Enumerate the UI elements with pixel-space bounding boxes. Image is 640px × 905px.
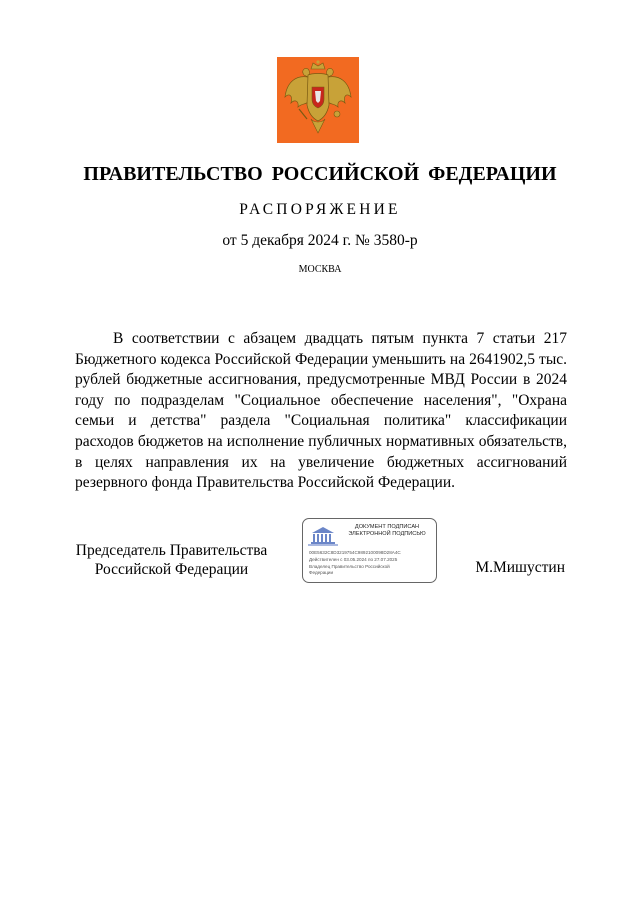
signatory-title-line-1: Председатель Правительства (75, 542, 268, 559)
stamp-owner-line-1: Владелец Правительство Российской (309, 564, 390, 569)
signatory-title-line-2: Российской Федерации (94, 561, 249, 578)
stamp-certificate: 00E5632C8D3219754C9892100098D28A4C (309, 550, 401, 555)
government-building-icon (308, 524, 338, 546)
stamp-validity: Действителен с 03.05.2024 по 27.07.2025 (309, 557, 398, 562)
stamp-heading-line-2: ЭЛЕКТРОННОЙ ПОДПИСЬЮ (348, 531, 426, 537)
document-date-number: от 5 декабря 2024 г. № 3580-р (222, 232, 418, 249)
document-city: МОСКВА (298, 264, 342, 275)
coat-of-arms-icon (277, 57, 359, 143)
stamp-heading-line-1: ДОКУМЕНТ ПОДПИСАН (354, 524, 420, 530)
electronic-signature-stamp (302, 518, 437, 583)
stamp-owner-line-2: Федерации (309, 570, 334, 575)
stamp-heading (339, 524, 435, 538)
body-paragraph: В соответствии с абзацем двадцать пятым пункта 7 статьи 217 Бюджетного кодекса Российской Федерации уменьшить на 2641902,5 тыс. рублей бюджетные ассигнования, предусмотренные МВД России в 2024 году по подразделам "Социальное обеспечение населения", "Охрана семьи и детства" раздела "Социальная политика" классификации расходов бюджетов на исполнение публичных нормативных обязательств, в целях направления их на увеличение бюджетных ассигнований резервного фонда Правительства Российской Федерации. (75, 330, 567, 492)
document-title: ПРАВИТЕЛЬСТВО РОССИЙСКОЙ ФЕДЕРАЦИИ (83, 163, 557, 185)
document-type: РАСПОРЯЖЕНИЕ (239, 201, 401, 218)
signatory-name: М.Мишустин (475, 559, 565, 576)
signatory-title (74, 541, 269, 579)
